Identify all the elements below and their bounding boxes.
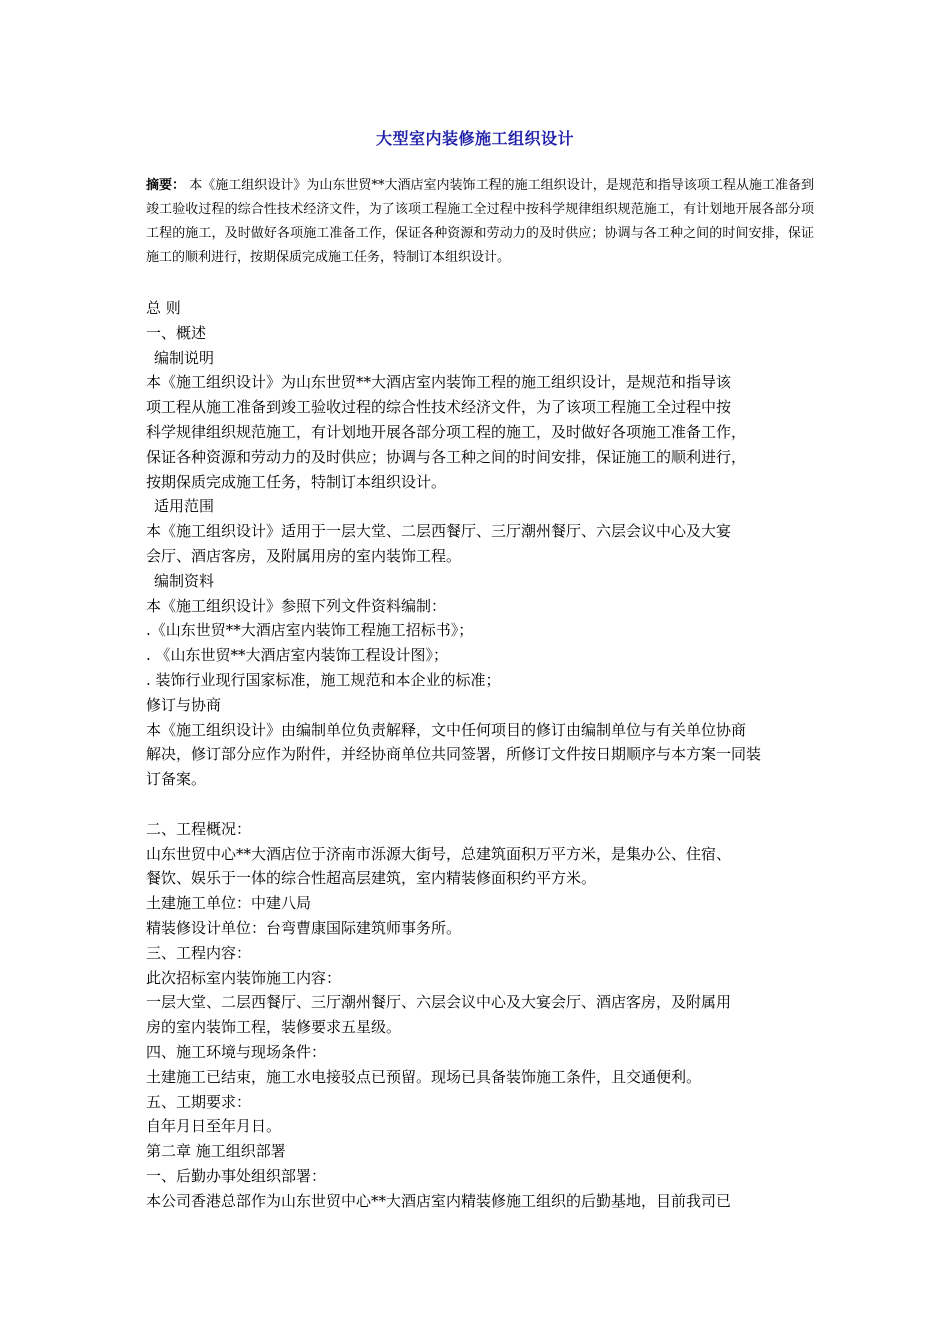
document-title: 大型室内装修施工组织设计 [375, 129, 574, 148]
text-line: 本《施工组织设计》参照下列文件资料编制： [146, 596, 447, 615]
subheading-compilation: 编制说明 [154, 348, 215, 367]
section-heading-project: 二、工程概况： [146, 819, 252, 838]
text-line: 科学规律组织规范施工，有计划地开展各部分项工程的施工，及时做好各项施工准备工作， [146, 422, 747, 441]
text-line: 山东世贸中心**大酒店位于济南市泺源大街号，总建筑面积万平方米，是集办公、住宿、 [146, 844, 732, 863]
text-line: 本《施工组织设计》适用于一层大堂、二层西餐厅、三厅潮州餐厅、六层会议中心及大宴 [146, 522, 732, 541]
text-line: 此次招标室内装饰施工内容： [146, 968, 342, 987]
text-line: 餐饮、娱乐于一体的综合性超高层建筑，室内精装修面积约平方米。 [146, 869, 597, 888]
text-line: 项工程从施工准备到竣工验收过程的综合性技术经济文件，为了该项工程施工全过程中按 [146, 398, 732, 417]
blank-line [146, 792, 816, 817]
list-item: . 装饰行业现行国家标准，施工规范和本企业的标准； [146, 670, 501, 689]
text-line: 自年月日至年月日。 [146, 1117, 282, 1136]
list-item: . 《山东世贸**大酒店室内装饰工程设计图》； [146, 646, 449, 665]
abstract-text: 本《施工组织设计》为山东世贸**大酒店室内装饰工程的施工组织设计，是规范和指导该项工程从施工准备到竣工验收过程的综合性技术经济文件，为了该项工程施工全过程中按科学规律组织规范施工，有计划地开展各部分项工程的施工，及时做好各项施工准备工作，保证各种资源和劳动力的及时供应；协调与各工种之间的时间安排，保证施工的顺利进行，按期保质完成施工任务，特制订本组织设计。 [146, 178, 814, 265]
text-line: 精装修设计单位：台弯曹康国际建筑师事务所。 [146, 918, 462, 937]
text-line: 土建施工已结束，施工水电接驳点已预留。现场已具备装饰施工条件，且交通便利。 [146, 1067, 702, 1086]
text-line: 房的室内装饰工程，装修要求五星级。 [146, 1018, 402, 1037]
text-line: 保证各种资源和劳动力的及时供应；协调与各工种之间的时间安排，保证施工的顺利进行， [146, 447, 747, 466]
section-heading-overview: 一、概述 [146, 323, 207, 342]
text-line: 解决，修订部分应作为附件，并经协商单位共同签署，所修订文件按日期顺序与本方案一同装 [146, 745, 762, 764]
body-text [146, 296, 816, 1213]
abstract-paragraph [146, 174, 814, 270]
section-heading-general: 总 则 [146, 299, 181, 317]
text-line: 会厅、酒店客房，及附属用房的室内装饰工程。 [146, 546, 462, 565]
section-heading-logistics: 一、后勤办事处组织部署： [146, 1166, 327, 1185]
text-line: 土建施工单位：中建八局 [146, 894, 312, 913]
subheading-materials: 编制资料 [154, 571, 215, 590]
subheading-scope: 适用范围 [154, 497, 215, 516]
abstract-label: 摘要： [146, 178, 186, 193]
text-line: 按期保质完成施工任务，特制订本组织设计。 [146, 472, 447, 491]
section-heading-content: 三、工程内容： [146, 943, 252, 962]
subheading-revision: 修订与协商 [146, 695, 222, 714]
text-line: 本公司香港总部作为山东世贸中心**大酒店室内精装修施工组织的后勤基地，目前我司已 [146, 1191, 732, 1210]
text-line: 订备案。 [146, 770, 207, 789]
text-line: 本《施工组织设计》由编制单位负责解释，文中任何项目的修订由编制单位与有关单位协商 [146, 720, 747, 739]
section-heading-environment: 四、施工环境与现场条件： [146, 1042, 327, 1061]
text-line: 本《施工组织设计》为山东世贸**大酒店室内装饰工程的施工组织设计，是规范和指导该 [146, 373, 732, 392]
section-heading-schedule: 五、工期要求： [146, 1092, 252, 1111]
list-item: .《山东世贸**大酒店室内装饰工程施工招标书》； [146, 621, 474, 640]
chapter-heading: 第二章 施工组织部署 [146, 1142, 286, 1161]
text-line: 一层大堂、二层西餐厅、三厅潮州餐厅、六层会议中心及大宴会厅、酒店客房，及附属用 [146, 993, 732, 1012]
